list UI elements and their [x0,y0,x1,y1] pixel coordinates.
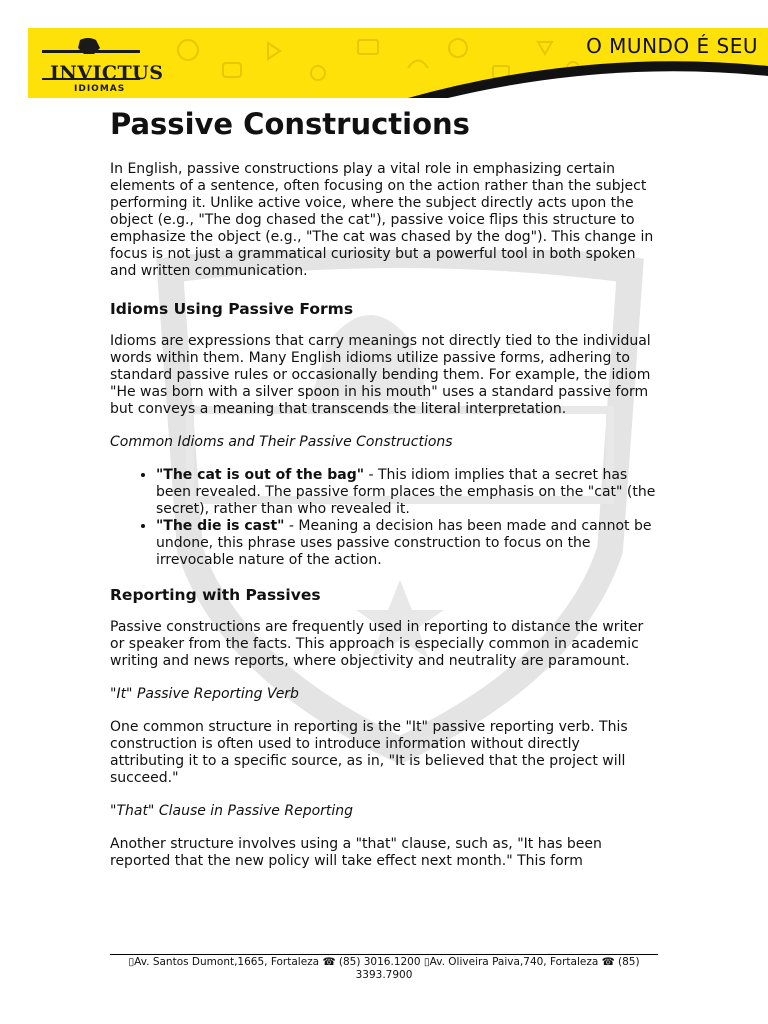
reporting-paragraph: Passive constructions are frequently used in reporting to distance the writer or speaker from the facts. This approach is especially common in academic writing and news reports, where objectivity and neutrality are paramount. [110,619,644,669]
footer-phone-line: 3393.7900 [355,969,413,981]
slogan: O MUNDO É SEU [586,34,758,58]
idiom-term: "The die is cast" [156,518,285,534]
section-heading-idioms: Idioms Using Passive Forms [110,300,354,318]
idioms-paragraph: Idioms are expressions that carry meanings not directly tied to the individual words within them. Many English idioms utilize passive forms, adhering to standard passive rules or occasionally bending them. For example, the idiom "He was born with a silver spoon in his mouth" uses a standard passive form but conveys a meaning that transcends the literal interpretation. [110,333,651,417]
document-body [110,100,658,870]
that-clause-paragraph: Another structure involves using a "that" clause, such as, "It has been reported that the new policy will take effect next month." This form [110,836,602,869]
header-banner [28,28,768,98]
idiom-description: - Meaning a decision has been made and cannot be undone, this phrase uses passive construction to focus on the irrevocable nature of the action. [156,518,652,568]
idiom-term: "The cat is out of the bag" [156,467,365,483]
that-clause-subheading: "That" Clause in Passive Reporting [110,803,354,819]
section-heading-reporting: Reporting with Passives [110,586,321,604]
idioms-subheading: Common Idioms and Their Passive Constructions [110,434,453,450]
intro-paragraph: In English, passive constructions play a vital role in emphasizing certain elements of a sentence, often focusing on the action rather than the subject performing it. Unlike active voice, where the subject directly acts upon the object (e.g., "The dog chased the cat"), passive voice flips this structure to emphasize the object (e.g., "The cat was chased by the dog"). This change in focus is not just a grammatical curiosity but a powerful tool in both spoken and written communication. [110,161,654,279]
page-footer [110,954,658,982]
list-item [156,518,658,569]
page-title: Passive Constructions [110,107,470,141]
it-passive-paragraph: One common structure in reporting is the "It" passive reporting verb. This construction is often used to introduce information without directly attributing it to a specific source, as in, "It is believed that the project will succeed." [110,719,628,786]
idiom-list [110,467,658,569]
list-item [156,467,658,518]
logo-wordmark: INVICTUS [50,62,164,84]
invictus-logo [38,36,164,94]
it-passive-subheading: "It" Passive Reporting Verb [110,686,299,702]
footer-address-line: ▯Av. Santos Dumont,1665, Fortaleza ☎ (85) 3016.1200 ▯Av. Oliveira Paiva,740, Fortaleza ☎ (85) [128,956,640,968]
logo-subtitle: IDIOMAS [74,84,126,94]
idiom-description: - This idiom implies that a secret has been revealed. The passive form places the emphasis on the "cat" (the secret), rather than who revealed it. [156,467,656,517]
